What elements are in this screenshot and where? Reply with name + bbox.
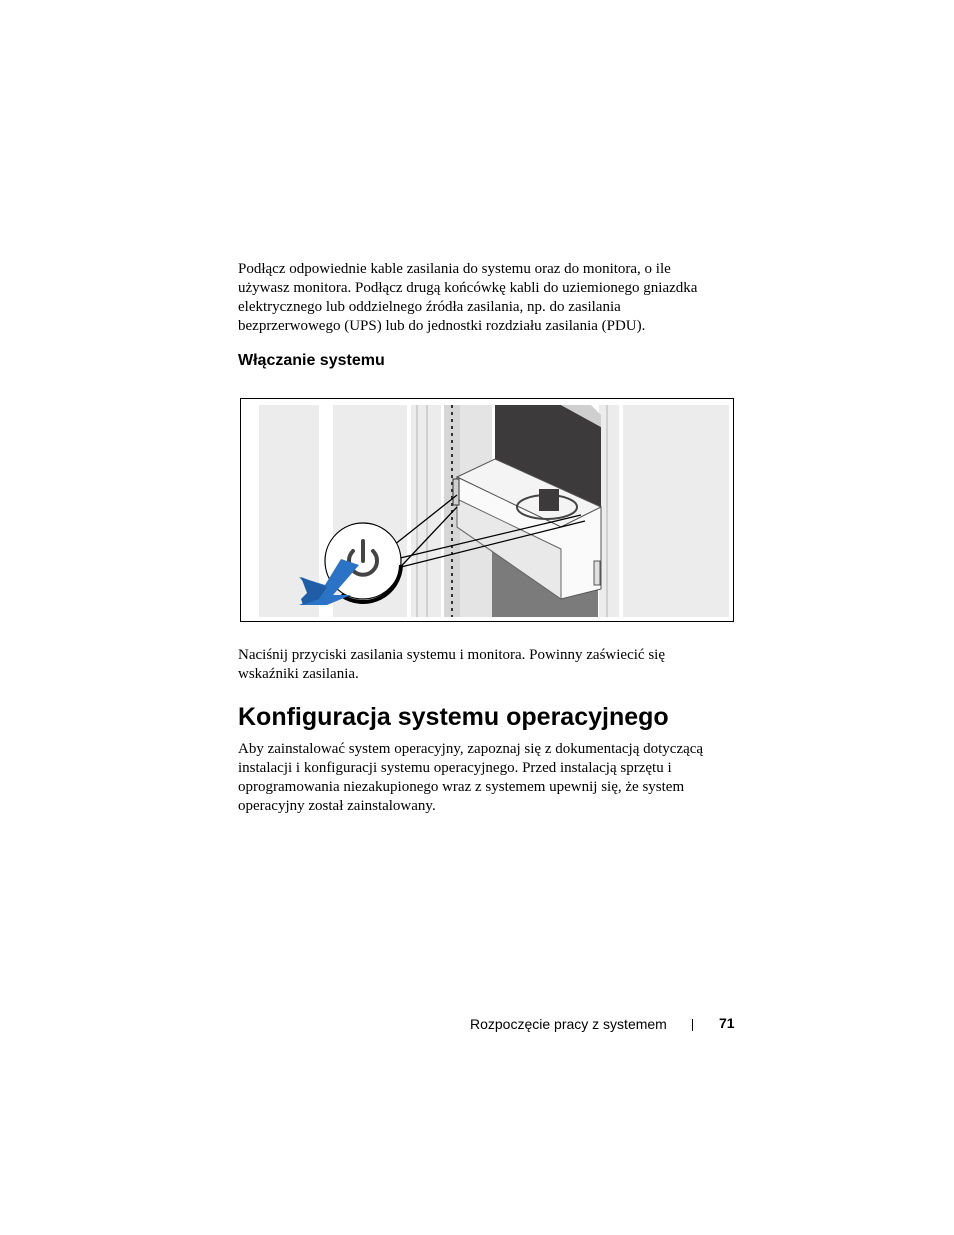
text-line: instalacji i konfiguracji systemu operacyjnego. Przed instalacją sprzętu i xyxy=(238,760,672,776)
text-line: wskaźniki zasilania. xyxy=(238,666,359,682)
text-line: używasz monitora. Podłącz drugą końcówkę kabli do uziemionego gniazdka xyxy=(238,280,698,296)
power-paragraph xyxy=(238,646,738,684)
power-on-illustration xyxy=(240,398,734,622)
text-line: Podłącz odpowiednie kable zasilania do systemu oraz do monitora, o ile xyxy=(238,261,671,277)
footer-separator xyxy=(692,1019,693,1031)
footer-title: Rozpoczęcie pracy z systemem xyxy=(470,1016,667,1032)
text-line: bezprzerwowego (UPS) lub do jednostki rozdziału zasilania (PDU). xyxy=(238,318,646,334)
page-number: 71 xyxy=(719,1015,735,1031)
rack-rail xyxy=(599,405,619,617)
text-line: Naciśnij przyciski zasilania systemu i monitora. Powinny zaświecić się xyxy=(238,647,665,663)
server-power-button xyxy=(453,479,459,505)
section-subheading: Włączanie systemu xyxy=(238,352,385,369)
intro-paragraph xyxy=(238,260,738,336)
text-line: operacyjny został zainstalowany. xyxy=(238,798,436,814)
text-line: oprogramowania niezakupionego wraz z systemem upewnij się, że system xyxy=(238,779,685,795)
text-line: Aby zainstalować system operacyjny, zapoznaj się z dokumentacją dotyczącą xyxy=(238,741,704,757)
text-line: elektrycznego lub oddzielnego źródła zasilania, np. do zasilania xyxy=(238,299,621,315)
rack-panel xyxy=(623,405,729,617)
illustration-svg xyxy=(241,399,733,621)
monitor-stand xyxy=(539,489,559,511)
section-heading: Konfiguracja systemu operacyjnego xyxy=(238,703,669,731)
os-paragraph xyxy=(238,740,738,816)
